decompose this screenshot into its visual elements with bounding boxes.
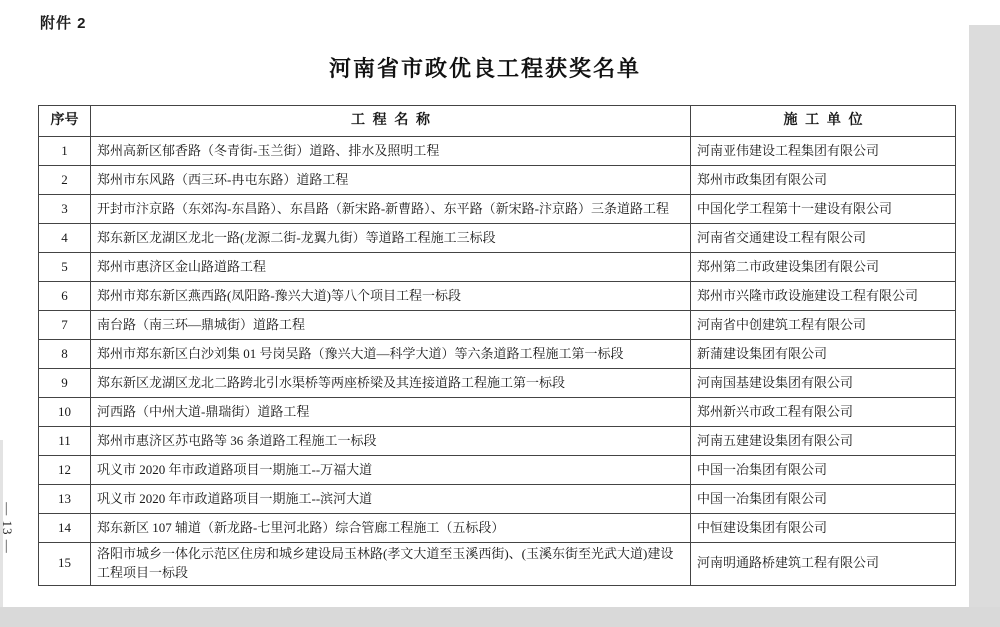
table-row xyxy=(39,224,956,253)
row-number-cell: 8 xyxy=(39,340,91,369)
table-row xyxy=(39,311,956,340)
page-title: 河南省市政优良工程获奖名单 xyxy=(328,56,641,81)
company-name-cell: 中恒建设集团有限公司 xyxy=(691,514,956,543)
row-number-cell: 14 xyxy=(39,514,91,543)
table-row xyxy=(39,369,956,398)
row-number-cell: 3 xyxy=(39,195,91,224)
table-row xyxy=(39,427,956,456)
project-name-cell: 洛阳市城乡一体化示范区住房和城乡建设局玉林路(孝文大道至玉溪西街)、(玉溪东街至光武大道)建设工程项目一标段 xyxy=(91,543,691,586)
row-number-cell: 15 xyxy=(39,543,91,586)
scan-margin-bottom xyxy=(0,607,1000,627)
table-row xyxy=(39,137,956,166)
row-number-cell: 10 xyxy=(39,398,91,427)
table-row xyxy=(39,282,956,311)
company-name-cell: 中国化学工程第十一建设有限公司 xyxy=(691,195,956,224)
table-row xyxy=(39,195,956,224)
table-row xyxy=(39,340,956,369)
table-row xyxy=(39,485,956,514)
project-name-cell: 开封市汴京路（东郊沟-东昌路）、东昌路（新宋路-新曹路）、东平路（新宋路-汴京路）三条道路工程 xyxy=(91,195,691,224)
company-name-cell: 河南明通路桥建筑工程有限公司 xyxy=(691,543,956,586)
column-header-index: 序号 xyxy=(39,106,91,137)
company-name-cell: 河南五建建设集团有限公司 xyxy=(691,427,956,456)
row-number-cell: 7 xyxy=(39,311,91,340)
table-row xyxy=(39,456,956,485)
table-row xyxy=(39,514,956,543)
project-name-cell: 郑州市惠济区金山路道路工程 xyxy=(91,253,691,282)
project-name-cell: 郑州市郑东新区燕西路(凤阳路-豫兴大道)等八个项目工程一标段 xyxy=(91,282,691,311)
project-name-cell: 巩义市 2020 年市政道路项目一期施工--万福大道 xyxy=(91,456,691,485)
company-name-cell: 河南省交通建设工程有限公司 xyxy=(691,224,956,253)
company-name-cell: 中国一冶集团有限公司 xyxy=(691,485,956,514)
scan-margin-right xyxy=(969,25,1000,607)
row-number-cell: 13 xyxy=(39,485,91,514)
project-name-cell: 巩义市 2020 年市政道路项目一期施工--滨河大道 xyxy=(91,485,691,514)
table-body xyxy=(39,137,956,586)
row-number-cell: 6 xyxy=(39,282,91,311)
project-name-cell: 郑州市郑东新区白沙刘集 01 号岗吴路（豫兴大道—科学大道）等六条道路工程施工第一标段 xyxy=(91,340,691,369)
company-name-cell: 河南亚伟建设工程集团有限公司 xyxy=(691,137,956,166)
project-name-cell: 郑东新区龙湖区龙北一路(龙源二街-龙翼九街）等道路工程施工三标段 xyxy=(91,224,691,253)
project-name-cell: 郑州高新区郁香路（冬青街-玉兰街）道路、排水及照明工程 xyxy=(91,137,691,166)
page-number: — 13 — xyxy=(0,502,15,554)
company-name-cell: 河南省中创建筑工程有限公司 xyxy=(691,311,956,340)
project-name-cell: 河西路（中州大道-鼎瑞街）道路工程 xyxy=(91,398,691,427)
row-number-cell: 11 xyxy=(39,427,91,456)
company-name-cell: 郑州新兴市政工程有限公司 xyxy=(691,398,956,427)
company-name-cell: 河南国基建设集团有限公司 xyxy=(691,369,956,398)
company-name-cell: 郑州市政集团有限公司 xyxy=(691,166,956,195)
table-row xyxy=(39,398,956,427)
company-name-cell: 新蒲建设集团有限公司 xyxy=(691,340,956,369)
project-name-cell: 郑州市惠济区苏屯路等 36 条道路工程施工一标段 xyxy=(91,427,691,456)
awards-table xyxy=(38,105,956,586)
table-row xyxy=(39,253,956,282)
table-row xyxy=(39,543,956,586)
row-number-cell: 5 xyxy=(39,253,91,282)
row-number-cell: 12 xyxy=(39,456,91,485)
project-name-cell: 郑州市东风路（西三环-冉屯东路）道路工程 xyxy=(91,166,691,195)
row-number-cell: 4 xyxy=(39,224,91,253)
row-number-cell: 2 xyxy=(39,166,91,195)
row-number-cell: 1 xyxy=(39,137,91,166)
attachment-label: 附件 2 xyxy=(40,15,87,32)
company-name-cell: 郑州市兴隆市政设施建设工程有限公司 xyxy=(691,282,956,311)
project-name-cell: 南台路（南三环—鼎城街）道路工程 xyxy=(91,311,691,340)
project-name-cell: 郑东新区 107 辅道（新龙路-七里河北路）综合管廊工程施工（五标段） xyxy=(91,514,691,543)
company-name-cell: 郑州第二市政建设集团有限公司 xyxy=(691,253,956,282)
column-header-project: 工程名称 xyxy=(91,106,691,137)
company-name-cell: 中国一冶集团有限公司 xyxy=(691,456,956,485)
column-header-company: 施工单位 xyxy=(691,106,956,137)
project-name-cell: 郑东新区龙湖区龙北二路跨北引水渠桥等两座桥梁及其连接道路工程施工第一标段 xyxy=(91,369,691,398)
table-header-row xyxy=(39,106,956,137)
row-number-cell: 9 xyxy=(39,369,91,398)
table-row xyxy=(39,166,956,195)
